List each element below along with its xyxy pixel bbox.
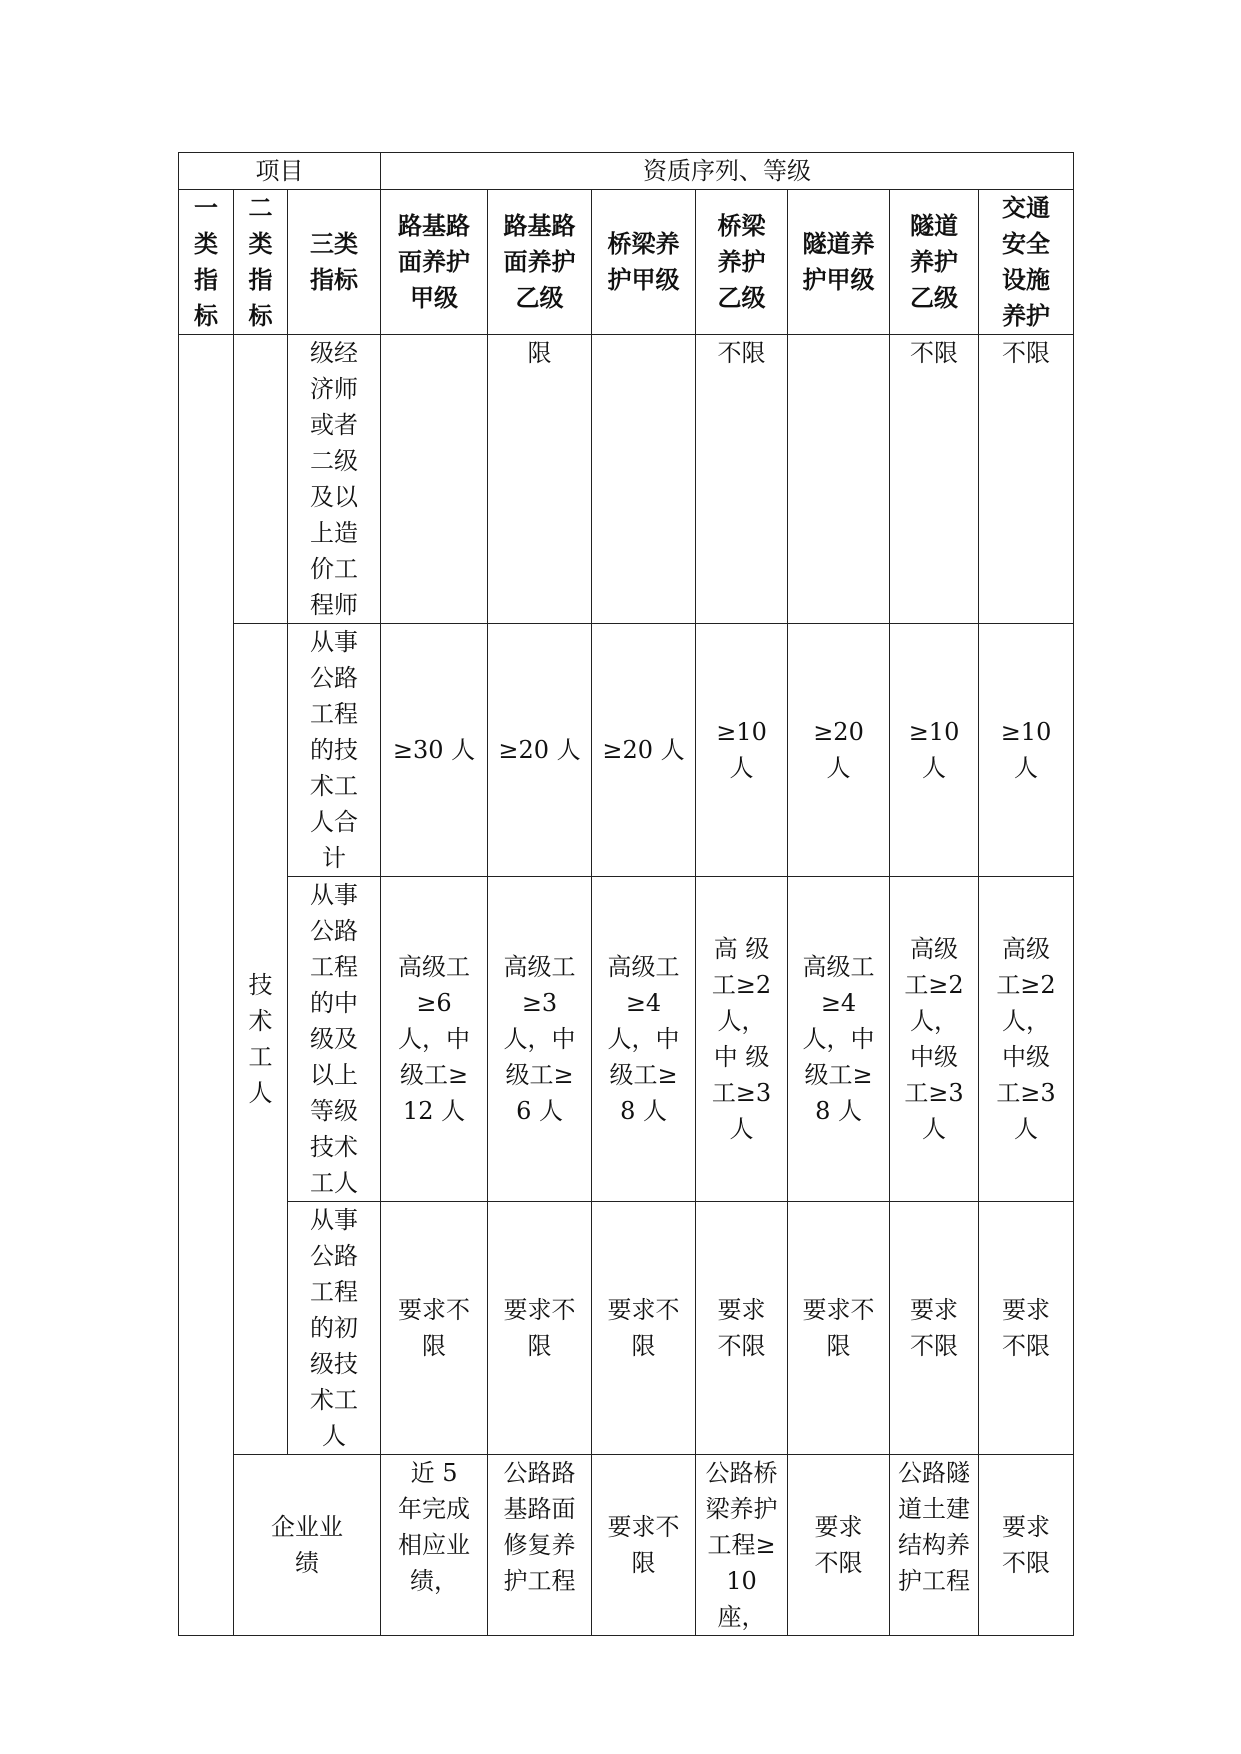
- table-cell: ≥10 人: [696, 624, 788, 877]
- table-cell: 高级工≥2 人，中级工≥3 人: [890, 877, 979, 1202]
- table-cell: 要求不限: [696, 1202, 788, 1455]
- table-cell: 限: [488, 335, 592, 624]
- table-cell: ≥20 人: [488, 624, 592, 877]
- col-subgrade-b-header: 路基路面养护乙级: [488, 190, 592, 335]
- cat2-cell: [234, 335, 288, 624]
- table-cell: 要求不限: [592, 1202, 696, 1455]
- table-cell: 高级工≥4 人，中级工≥8 人: [788, 877, 890, 1202]
- table-cell: 公路隧道土建结构养护工程: [890, 1455, 979, 1636]
- table-row: [179, 1455, 1074, 1636]
- row-label: 级经济师或者二级及以上造价工程师: [288, 335, 381, 624]
- table-cell: 要求不限: [381, 1202, 488, 1455]
- subheader-row: [179, 190, 1074, 335]
- table-cell: 要求不限: [890, 1202, 979, 1455]
- col-tunnel-b-header: 隧道养护乙级: [890, 190, 979, 335]
- table-cell: ≥10 人: [979, 624, 1074, 877]
- table-cell: 不限: [696, 335, 788, 624]
- table-row: [179, 1202, 1074, 1455]
- col-bridge-b-header: 桥梁养护乙级: [696, 190, 788, 335]
- table-cell: 高级工≥3 人，中级工≥6 人: [488, 877, 592, 1202]
- project-header: 项目: [179, 153, 381, 190]
- row-label: 从事公路工程的中级及以上等级技术工人: [288, 877, 381, 1202]
- table-cell: 要求不限: [488, 1202, 592, 1455]
- col-bridge-a-header: 桥梁养护甲级: [592, 190, 696, 335]
- table-row: [179, 624, 1074, 877]
- table-cell: 要求不限: [592, 1455, 696, 1636]
- qualification-table: [178, 152, 1074, 1636]
- cat3-header: 三类指标: [288, 190, 381, 335]
- cat1-cell: [179, 335, 234, 1636]
- table-cell: 不限: [979, 335, 1074, 624]
- table-row: [179, 335, 1074, 624]
- col-subgrade-a-header: 路基路面养护甲级: [381, 190, 488, 335]
- table-cell: ≥20 人: [592, 624, 696, 877]
- col-tunnel-a-header: 隧道养护甲级: [788, 190, 890, 335]
- table-cell: 要求不限: [788, 1455, 890, 1636]
- cat2-header: 二类指标: [234, 190, 288, 335]
- table-cell: 要求不限: [979, 1455, 1074, 1636]
- table-cell: [592, 335, 696, 624]
- table-cell: ≥30 人: [381, 624, 488, 877]
- table-cell: 公路桥梁养护工程≥10 座，: [696, 1455, 788, 1636]
- table-cell: 要求不限: [979, 1202, 1074, 1455]
- col-safety-header: 交通安全设施养护: [979, 190, 1074, 335]
- table-cell: 高级工≥2 人，中级工≥3 人: [979, 877, 1074, 1202]
- table-cell: 不限: [890, 335, 979, 624]
- table-cell: 公路路基路面修复养护工程: [488, 1455, 592, 1636]
- row-label: 从事公路工程的技术工人合计: [288, 624, 381, 877]
- table-row: [179, 877, 1074, 1202]
- table-cell: [381, 335, 488, 624]
- row-label: 近 5 年完成相应业绩，: [381, 1455, 488, 1636]
- row-label: 从事公路工程的初级技术工人: [288, 1202, 381, 1455]
- table-cell: 高 级 工≥2 人，中 级 工≥3 人: [696, 877, 788, 1202]
- table-cell: ≥20 人: [788, 624, 890, 877]
- table-cell: ≥10 人: [890, 624, 979, 877]
- cat1-header: 一类指标: [179, 190, 234, 335]
- group-label: 企业业绩: [234, 1455, 381, 1636]
- qualification-header: 资质序列、等级: [381, 153, 1074, 190]
- table-cell: 要求不限: [788, 1202, 890, 1455]
- table-cell: 高级工≥6 人，中级工≥12 人: [381, 877, 488, 1202]
- table-cell: [788, 335, 890, 624]
- table-cell: 高级工≥4 人，中级工≥8 人: [592, 877, 696, 1202]
- header-row: [179, 153, 1074, 190]
- cat2-group-cell: 技术工人: [234, 624, 288, 1455]
